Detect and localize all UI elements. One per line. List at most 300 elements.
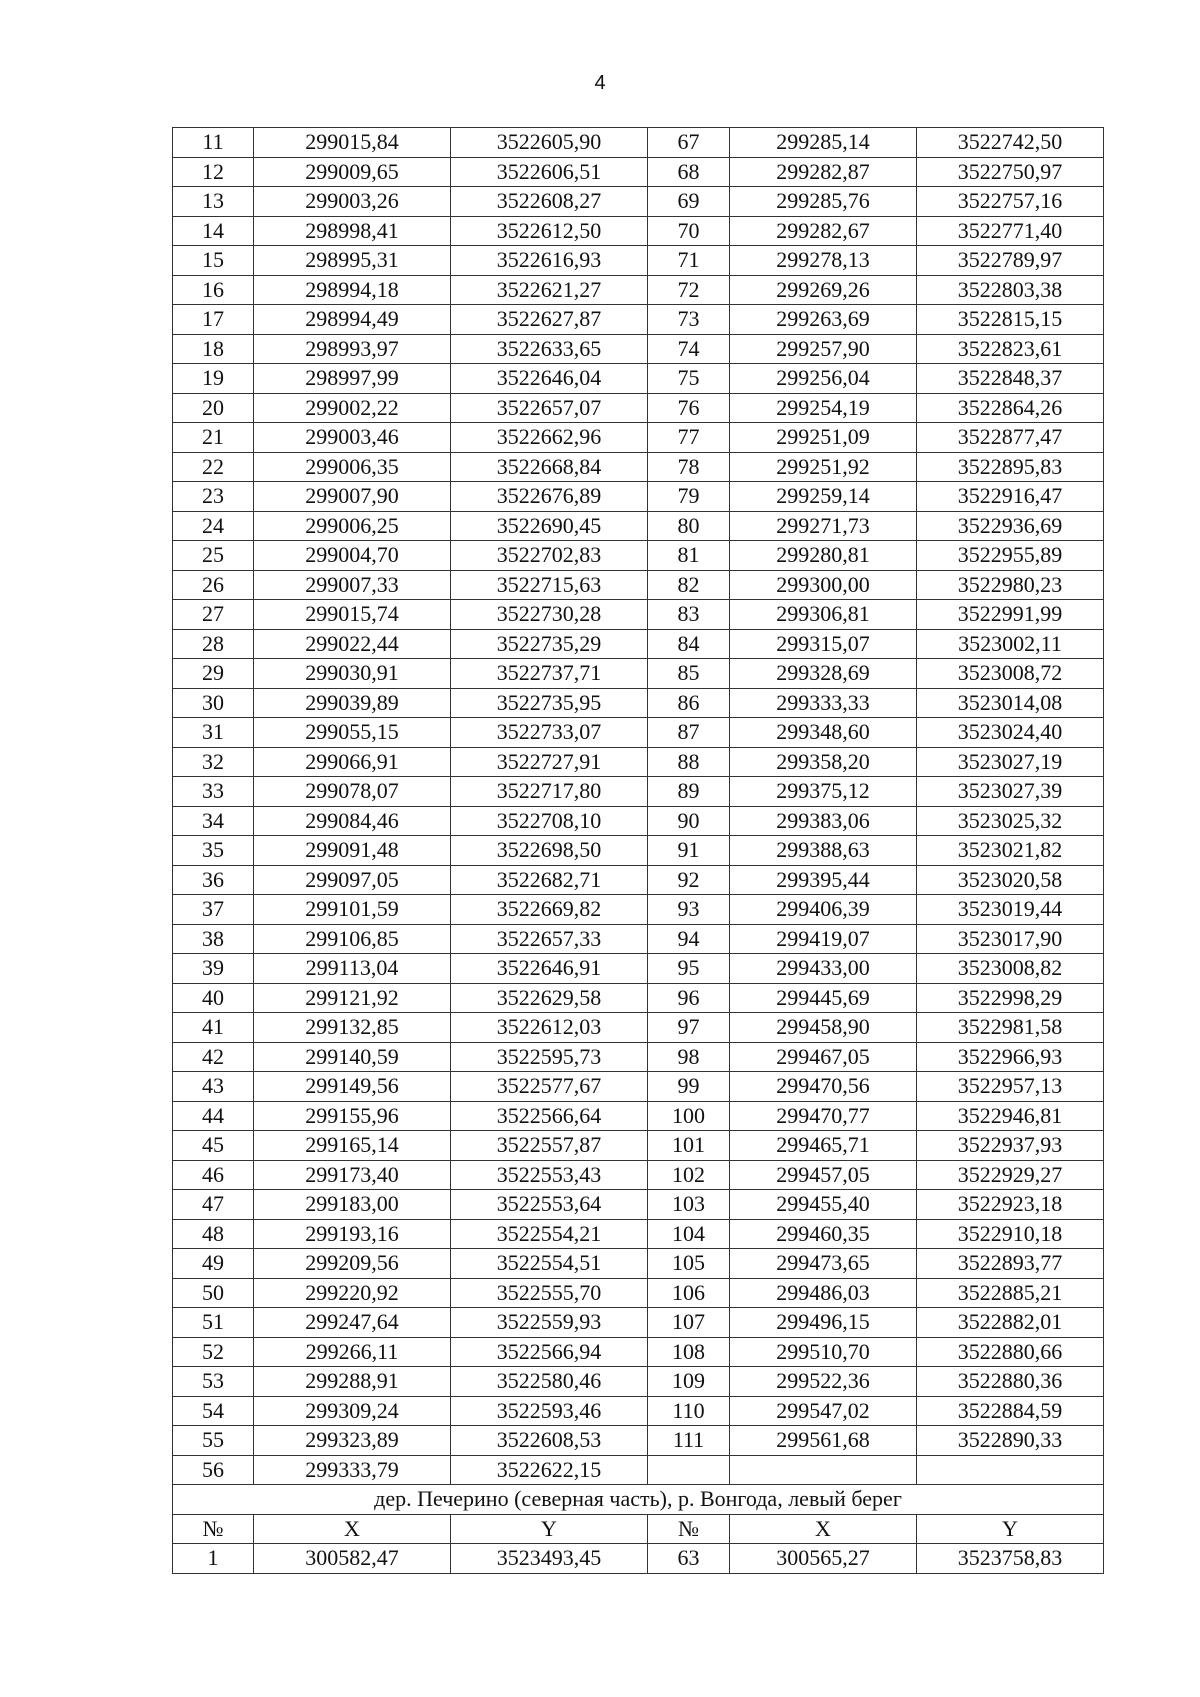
section-header-row: [173, 1514, 1104, 1544]
point-number-right-cell: 92: [648, 865, 730, 895]
point-number-left-cell: 37: [173, 895, 254, 925]
x-coord-right-cell: 299470,77: [730, 1101, 917, 1131]
y-coord-left-cell: 3522621,27: [451, 275, 648, 305]
point-number-left-cell: 52: [173, 1337, 254, 1367]
x-coord-left-cell: 299004,70: [254, 541, 451, 571]
x-coord-left-cell: 299155,96: [254, 1101, 451, 1131]
y-coord-left-cell: 3522717,80: [451, 777, 648, 807]
point-number-right-cell: 94: [648, 924, 730, 954]
x-coord-left-cell: 299121,92: [254, 983, 451, 1013]
y-coord-right-cell: 3522750,97: [917, 157, 1104, 187]
y-coord-left-cell: 3522669,82: [451, 895, 648, 925]
y-coord-right-cell: 3523017,90: [917, 924, 1104, 954]
point-number-right-cell: 97: [648, 1013, 730, 1043]
point-number-right-cell: 73: [648, 305, 730, 335]
number-header: №: [173, 1514, 254, 1544]
y-coord-left-cell: 3522593,46: [451, 1396, 648, 1426]
point-number-right-cell: 89: [648, 777, 730, 807]
x-coord-left-cell: 299333,79: [254, 1455, 451, 1485]
x-coord-right-cell: 299510,70: [730, 1337, 917, 1367]
table-row: [173, 1396, 1104, 1426]
x-coord-left-cell: 299173,40: [254, 1160, 451, 1190]
y-coord-right-cell: 3522880,66: [917, 1337, 1104, 1367]
y-coord-right-cell: 3523024,40: [917, 718, 1104, 748]
x-coord-left-cell: 299247,64: [254, 1308, 451, 1338]
point-number-right-cell: 90: [648, 806, 730, 836]
y-coord-right-cell: 3522910,18: [917, 1219, 1104, 1249]
y-coord-left-cell: 3522612,03: [451, 1013, 648, 1043]
point-number-left-cell: 18: [173, 334, 254, 364]
x-coord-left-cell: 298994,18: [254, 275, 451, 305]
x-coord-left-cell: 298997,99: [254, 364, 451, 394]
y-coord-left-cell: 3522622,15: [451, 1455, 648, 1485]
y-coord-left-cell: 3522698,50: [451, 836, 648, 866]
point-number-left-cell: 41: [173, 1013, 254, 1043]
point-number-right-cell: 102: [648, 1160, 730, 1190]
y-coord-left-cell: 3522676,89: [451, 482, 648, 512]
y-coord-left-cell: 3522557,87: [451, 1131, 648, 1161]
point-number-left-cell: 24: [173, 511, 254, 541]
x-coord-left-cell: 299183,00: [254, 1190, 451, 1220]
point-number-right-cell: 67: [648, 128, 730, 158]
y-coord-right-cell: 3522757,16: [917, 187, 1104, 217]
point-number-right-cell: 95: [648, 954, 730, 984]
x-coord-right-cell: 299383,06: [730, 806, 917, 836]
point-number-right-cell: 108: [648, 1337, 730, 1367]
x-coord-right-cell: 299470,56: [730, 1072, 917, 1102]
page-number: 4: [594, 72, 606, 94]
point-number-left-cell: 47: [173, 1190, 254, 1220]
table-row: [173, 305, 1104, 335]
y-coord-right-cell: 3522937,93: [917, 1131, 1104, 1161]
x-coord-right-cell: 299458,90: [730, 1013, 917, 1043]
x-coord-right-cell: 299388,63: [730, 836, 917, 866]
point-number-left-cell: 56: [173, 1455, 254, 1485]
y-coord-left-cell: 3522733,07: [451, 718, 648, 748]
point-number-right-cell: 72: [648, 275, 730, 305]
y-coord-right-cell: 3522929,27: [917, 1160, 1104, 1190]
point-number-right-cell: 96: [648, 983, 730, 1013]
y-coord-left-cell: 3522608,27: [451, 187, 648, 217]
y-coord-left-cell: 3522657,07: [451, 393, 648, 423]
table-row: [173, 777, 1104, 807]
y-coord-right-cell: 3523019,44: [917, 895, 1104, 925]
x-coord-left-cell: 299323,89: [254, 1426, 451, 1456]
y-coord-right-cell: 3522815,15: [917, 305, 1104, 335]
x-coord-left-cell: 298995,31: [254, 246, 451, 276]
y-coord-right-cell: 3522880,36: [917, 1367, 1104, 1397]
x-coord-left-cell: 299288,91: [254, 1367, 451, 1397]
point-number-left-cell: 38: [173, 924, 254, 954]
y-coord-right-cell: 3523008,72: [917, 659, 1104, 689]
y-coord-left-cell: 3522708,10: [451, 806, 648, 836]
y-coord-right-cell: 3522966,93: [917, 1042, 1104, 1072]
y-header: Y: [451, 1514, 648, 1544]
x-coord-left-cell: 299149,56: [254, 1072, 451, 1102]
x-coord-left-cell: 299022,44: [254, 629, 451, 659]
point-number-right-cell: 79: [648, 482, 730, 512]
point-number-left-cell: 28: [173, 629, 254, 659]
y-coord-right-cell: 3522877,47: [917, 423, 1104, 453]
point-number-left-cell: 25: [173, 541, 254, 571]
x-coord-right-cell: 299285,76: [730, 187, 917, 217]
y-coord-left-cell: 3522595,73: [451, 1042, 648, 1072]
x-coord-left-cell: 299165,14: [254, 1131, 451, 1161]
table-row: [173, 128, 1104, 158]
y-coord-left-cell: 3522727,91: [451, 747, 648, 777]
y-coord-right-cell: 3522893,77: [917, 1249, 1104, 1279]
y-coord-left-cell: 3522646,91: [451, 954, 648, 984]
y-coord-left-cell: 3522646,04: [451, 364, 648, 394]
table-row: [173, 718, 1104, 748]
table-row: [173, 1337, 1104, 1367]
x-coord-left-cell: 299132,85: [254, 1013, 451, 1043]
y-coord-left-cell: 3522605,90: [451, 128, 648, 158]
point-number-left-cell: 23: [173, 482, 254, 512]
table-row: [173, 836, 1104, 866]
point-number-right-cell: 68: [648, 157, 730, 187]
table-row: [173, 924, 1104, 954]
x-coord-right-cell: 299419,07: [730, 924, 917, 954]
y-coord-left-cell: 3522616,93: [451, 246, 648, 276]
table-row: [173, 688, 1104, 718]
point-number-left-cell: 20: [173, 393, 254, 423]
point-number-left-cell: 11: [173, 128, 254, 158]
point-number-left-cell: 16: [173, 275, 254, 305]
x-coord-left-cell: 299078,07: [254, 777, 451, 807]
point-number-left-cell: 27: [173, 600, 254, 630]
x-coord-left-cell: 299266,11: [254, 1337, 451, 1367]
x-coord-right-cell: 299375,12: [730, 777, 917, 807]
x-coord-right-cell: 299259,14: [730, 482, 917, 512]
x-coord-left-cell: 299030,91: [254, 659, 451, 689]
x-coord-left-cell: 299140,59: [254, 1042, 451, 1072]
point-number-right-cell: 88: [648, 747, 730, 777]
y-coord-right-cell: 3522864,26: [917, 393, 1104, 423]
point-number-right-cell: 85: [648, 659, 730, 689]
x-coord-right-cell: 299315,07: [730, 629, 917, 659]
x-coord-right-cell: 299282,87: [730, 157, 917, 187]
y-coord-right-cell: 3522981,58: [917, 1013, 1104, 1043]
point-number-right-cell: 77: [648, 423, 730, 453]
point-number-right-cell: 105: [648, 1249, 730, 1279]
point-number-left-cell: 51: [173, 1308, 254, 1338]
x-coord-right-cell: 299263,69: [730, 305, 917, 335]
y-coord-right-cell: 3522916,47: [917, 482, 1104, 512]
y-coord-right-cell: 3522848,37: [917, 364, 1104, 394]
section-title-row: [173, 1485, 1104, 1515]
point-number-right-cell: 99: [648, 1072, 730, 1102]
table-row: [173, 954, 1104, 984]
x-coord-right-cell: 299496,15: [730, 1308, 917, 1338]
point-number-left-cell: 55: [173, 1426, 254, 1456]
y-coord-left-cell: 3522737,71: [451, 659, 648, 689]
x-coord-left-cell: 298993,97: [254, 334, 451, 364]
point-number-right-cell: 91: [648, 836, 730, 866]
y-coord-left-cell: 3522612,50: [451, 216, 648, 246]
y-coord-right-cell: 3522884,59: [917, 1396, 1104, 1426]
table-row: [173, 511, 1104, 541]
table-row: [173, 452, 1104, 482]
x-coord-right-cell: 299457,05: [730, 1160, 917, 1190]
table-row: [173, 1426, 1104, 1456]
point-number-right-cell: 87: [648, 718, 730, 748]
point-number-left-cell: 53: [173, 1367, 254, 1397]
point-number-right-cell: 81: [648, 541, 730, 571]
table-row: [173, 1367, 1104, 1397]
x-coord-left-cell: 299106,85: [254, 924, 451, 954]
point-number-right-cell: 100: [648, 1101, 730, 1131]
point-number-left-cell: 17: [173, 305, 254, 335]
x-coord-right-cell: 299251,09: [730, 423, 917, 453]
table-row: [173, 216, 1104, 246]
point-number-left-cell: 29: [173, 659, 254, 689]
y-coord-right-cell: 3522890,33: [917, 1426, 1104, 1456]
table-row: [173, 1249, 1104, 1279]
y-coord-left-cell: 3522554,21: [451, 1219, 648, 1249]
x-coord-left-cell: 300582,47: [254, 1544, 451, 1574]
point-number-left-cell: 48: [173, 1219, 254, 1249]
y-coord-left-cell: 3522580,46: [451, 1367, 648, 1397]
y-coord-right-cell: 3522742,50: [917, 128, 1104, 158]
y-coord-left-cell: 3522559,93: [451, 1308, 648, 1338]
y-coord-left-cell: 3522566,64: [451, 1101, 648, 1131]
x-coord-left-cell: 299220,92: [254, 1278, 451, 1308]
x-header: X: [730, 1514, 917, 1544]
point-number-left-cell: 36: [173, 865, 254, 895]
point-number-left-cell: 12: [173, 157, 254, 187]
table-row: [173, 600, 1104, 630]
y-coord-left-cell: 3522633,65: [451, 334, 648, 364]
point-number-left-cell: 46: [173, 1160, 254, 1190]
point-number-right-cell: 103: [648, 1190, 730, 1220]
x-coord-right-cell: 299306,81: [730, 600, 917, 630]
x-coord-right-cell: 299278,13: [730, 246, 917, 276]
table-row: [173, 1278, 1104, 1308]
x-coord-right-cell: 299460,35: [730, 1219, 917, 1249]
x-coord-left-cell: 299091,48: [254, 836, 451, 866]
table-row: [173, 1131, 1104, 1161]
x-coord-left-cell: 299084,46: [254, 806, 451, 836]
x-coord-right-cell: [730, 1455, 917, 1485]
point-number-left-cell: 31: [173, 718, 254, 748]
table-row: [173, 334, 1104, 364]
x-coord-right-cell: 299433,00: [730, 954, 917, 984]
table-row: [173, 157, 1104, 187]
y-coord-right-cell: 3522955,89: [917, 541, 1104, 571]
y-coord-left-cell: 3522627,87: [451, 305, 648, 335]
x-coord-left-cell: 299209,56: [254, 1249, 451, 1279]
y-coord-right-cell: 3523027,19: [917, 747, 1104, 777]
table-row: [173, 1013, 1104, 1043]
x-coord-right-cell: 299282,67: [730, 216, 917, 246]
table-row: [173, 629, 1104, 659]
point-number-right-cell: 82: [648, 570, 730, 600]
table-row: [173, 187, 1104, 217]
x-coord-right-cell: 299561,68: [730, 1426, 917, 1456]
table-row: [173, 659, 1104, 689]
table-row: [173, 1219, 1104, 1249]
x-coord-right-cell: 299395,44: [730, 865, 917, 895]
point-number-left-cell: 45: [173, 1131, 254, 1161]
point-number-right-cell: 98: [648, 1042, 730, 1072]
point-number-left-cell: 42: [173, 1042, 254, 1072]
y-coord-left-cell: 3522606,51: [451, 157, 648, 187]
y-coord-right-cell: 3523014,08: [917, 688, 1104, 718]
x-coord-left-cell: 299007,33: [254, 570, 451, 600]
table-row: [173, 541, 1104, 571]
x-coord-right-cell: 299455,40: [730, 1190, 917, 1220]
point-number-right-cell: 83: [648, 600, 730, 630]
x-coord-right-cell: 299271,73: [730, 511, 917, 541]
point-number-left-cell: 22: [173, 452, 254, 482]
y-coord-left-cell: 3522577,67: [451, 1072, 648, 1102]
x-header: X: [254, 1514, 451, 1544]
y-coord-left-cell: 3522629,58: [451, 983, 648, 1013]
coordinates-table-body: [173, 128, 1104, 1574]
point-number-right-cell: 107: [648, 1308, 730, 1338]
point-number-left-cell: 39: [173, 954, 254, 984]
x-coord-right-cell: 299522,36: [730, 1367, 917, 1397]
table-row: [173, 1455, 1104, 1485]
x-coord-left-cell: 298998,41: [254, 216, 451, 246]
x-coord-left-cell: 299002,22: [254, 393, 451, 423]
table-row: [173, 570, 1104, 600]
point-number-left-cell: 33: [173, 777, 254, 807]
y-coord-right-cell: 3522946,81: [917, 1101, 1104, 1131]
point-number-left-cell: 44: [173, 1101, 254, 1131]
y-coord-left-cell: 3522702,83: [451, 541, 648, 571]
table-row: [173, 393, 1104, 423]
x-coord-left-cell: 299193,16: [254, 1219, 451, 1249]
x-coord-right-cell: 299257,90: [730, 334, 917, 364]
y-coord-left-cell: 3522668,84: [451, 452, 648, 482]
table-row: [173, 865, 1104, 895]
table-row: [173, 983, 1104, 1013]
y-coord-right-cell: 3522882,01: [917, 1308, 1104, 1338]
x-coord-left-cell: 299003,26: [254, 187, 451, 217]
y-coord-left-cell: 3522715,63: [451, 570, 648, 600]
point-number-right-cell: 78: [648, 452, 730, 482]
x-coord-right-cell: 299547,02: [730, 1396, 917, 1426]
y-coord-right-cell: 3522998,29: [917, 983, 1104, 1013]
number-header: №: [648, 1514, 730, 1544]
point-number-right-cell: [648, 1455, 730, 1485]
x-coord-left-cell: 299309,24: [254, 1396, 451, 1426]
x-coord-right-cell: 299467,05: [730, 1042, 917, 1072]
y-coord-right-cell: 3522895,83: [917, 452, 1104, 482]
point-number-right-cell: 76: [648, 393, 730, 423]
x-coord-right-cell: 299300,00: [730, 570, 917, 600]
table-row: [173, 482, 1104, 512]
x-coord-right-cell: 299256,04: [730, 364, 917, 394]
point-number-left-cell: 50: [173, 1278, 254, 1308]
table-row: [173, 1190, 1104, 1220]
table-row: [173, 1308, 1104, 1338]
point-number-right-cell: 101: [648, 1131, 730, 1161]
point-number-right-cell: 69: [648, 187, 730, 217]
point-number-left-cell: 1: [173, 1544, 254, 1574]
point-number-right-cell: 86: [648, 688, 730, 718]
y-coord-left-cell: 3522553,43: [451, 1160, 648, 1190]
point-number-right-cell: 110: [648, 1396, 730, 1426]
y-coord-right-cell: 3523020,58: [917, 865, 1104, 895]
x-coord-right-cell: 299445,69: [730, 983, 917, 1013]
point-number-left-cell: 15: [173, 246, 254, 276]
section-title: дер. Печерино (северная часть), р. Вонгода, левый берег: [173, 1485, 1104, 1515]
x-coord-left-cell: 299006,35: [254, 452, 451, 482]
x-coord-right-cell: 299333,33: [730, 688, 917, 718]
y-coord-right-cell: 3523025,32: [917, 806, 1104, 836]
x-coord-right-cell: 299251,92: [730, 452, 917, 482]
point-number-right-cell: 80: [648, 511, 730, 541]
y-coord-right-cell: 3522789,97: [917, 246, 1104, 276]
y-coord-left-cell: 3522553,64: [451, 1190, 648, 1220]
point-number-left-cell: 43: [173, 1072, 254, 1102]
table-row: [173, 806, 1104, 836]
x-coord-left-cell: 299101,59: [254, 895, 451, 925]
y-coord-right-cell: 3522980,23: [917, 570, 1104, 600]
x-coord-right-cell: 299358,20: [730, 747, 917, 777]
x-coord-right-cell: 299406,39: [730, 895, 917, 925]
x-coord-right-cell: 299269,26: [730, 275, 917, 305]
x-coord-right-cell: 299328,69: [730, 659, 917, 689]
point-number-right-cell: 63: [648, 1544, 730, 1574]
x-coord-left-cell: 299006,25: [254, 511, 451, 541]
x-coord-right-cell: 299473,65: [730, 1249, 917, 1279]
y-coord-right-cell: 3522803,38: [917, 275, 1104, 305]
y-coord-left-cell: 3522566,94: [451, 1337, 648, 1367]
table-row: [173, 1072, 1104, 1102]
table-row: [173, 423, 1104, 453]
y-coord-left-cell: 3522657,33: [451, 924, 648, 954]
table-row: [173, 364, 1104, 394]
y-coord-right-cell: 3523027,39: [917, 777, 1104, 807]
point-number-left-cell: 21: [173, 423, 254, 453]
y-coord-left-cell: 3522682,71: [451, 865, 648, 895]
x-coord-left-cell: 298994,49: [254, 305, 451, 335]
x-coord-left-cell: 299009,65: [254, 157, 451, 187]
y-coord-right-cell: 3522936,69: [917, 511, 1104, 541]
y-coord-right-cell: 3522771,40: [917, 216, 1104, 246]
table-row: [173, 1101, 1104, 1131]
y-coord-left-cell: 3522730,28: [451, 600, 648, 630]
point-number-left-cell: 13: [173, 187, 254, 217]
point-number-left-cell: 30: [173, 688, 254, 718]
y-coord-right-cell: 3522923,18: [917, 1190, 1104, 1220]
y-coord-right-cell: [917, 1455, 1104, 1485]
x-coord-left-cell: 299097,05: [254, 865, 451, 895]
x-coord-right-cell: 300565,27: [730, 1544, 917, 1574]
table-row: [173, 747, 1104, 777]
point-number-left-cell: 35: [173, 836, 254, 866]
y-coord-right-cell: 3522991,99: [917, 600, 1104, 630]
x-coord-right-cell: 299486,03: [730, 1278, 917, 1308]
x-coord-left-cell: 299066,91: [254, 747, 451, 777]
x-coord-left-cell: 299015,84: [254, 128, 451, 158]
x-coord-left-cell: 299113,04: [254, 954, 451, 984]
x-coord-right-cell: 299285,14: [730, 128, 917, 158]
x-coord-right-cell: 299348,60: [730, 718, 917, 748]
y-coord-right-cell: 3522823,61: [917, 334, 1104, 364]
y-coord-right-cell: 3523758,83: [917, 1544, 1104, 1574]
point-number-right-cell: 93: [648, 895, 730, 925]
x-coord-right-cell: 299465,71: [730, 1131, 917, 1161]
point-number-right-cell: 111: [648, 1426, 730, 1456]
y-coord-left-cell: 3522555,70: [451, 1278, 648, 1308]
point-number-left-cell: 14: [173, 216, 254, 246]
y-coord-left-cell: 3522690,45: [451, 511, 648, 541]
